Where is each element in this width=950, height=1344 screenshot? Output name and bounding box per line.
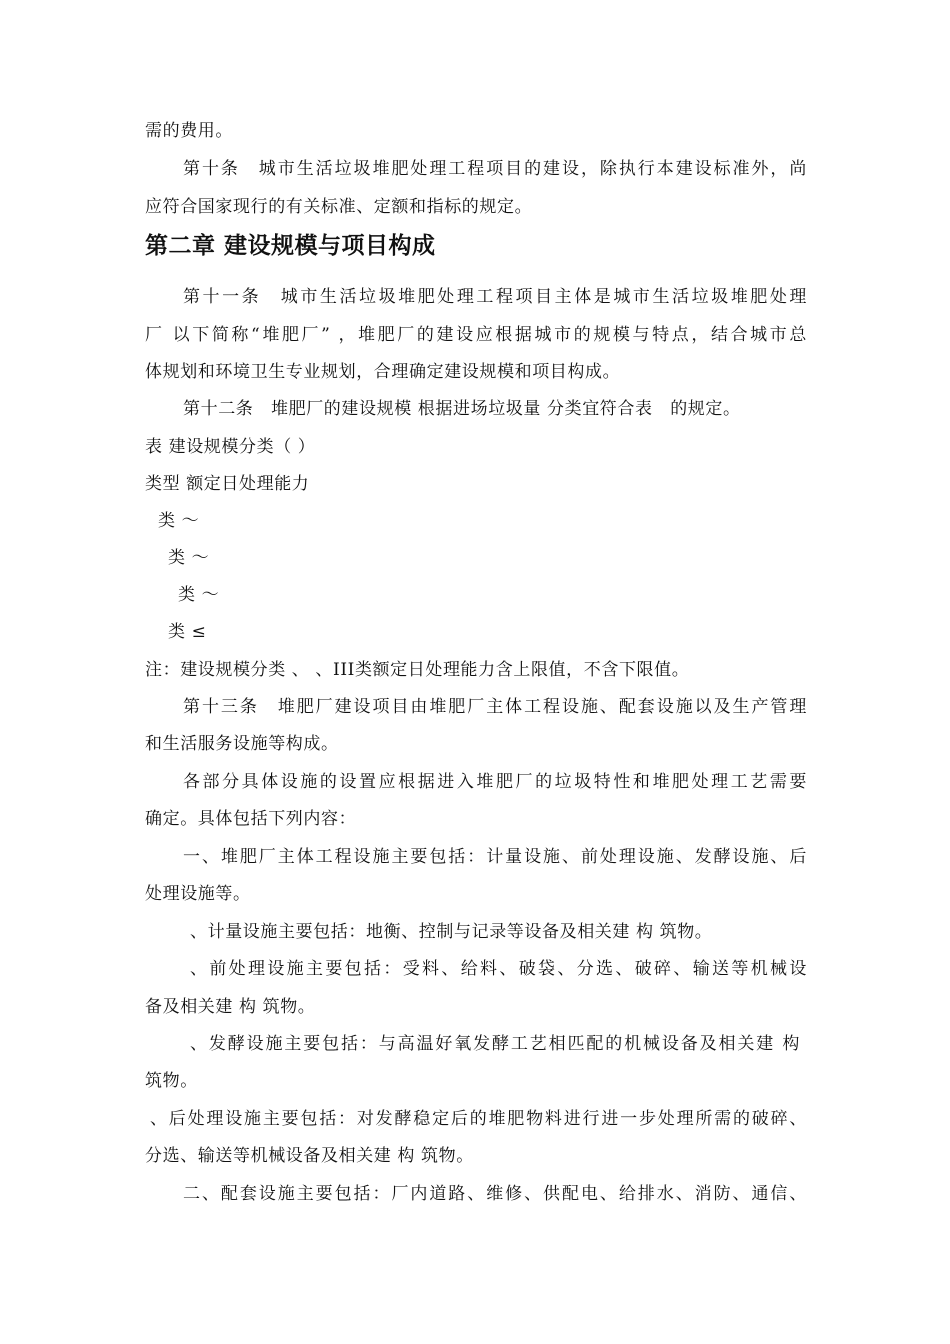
paragraph-line: 第十一条 城市生活垃圾堆肥处理工程项目主体是城市生活垃圾堆肥处理 bbox=[183, 287, 807, 307]
paragraph-line: 二、配套设施主要包括：厂内道路、维修、供配电、给排水、消防、通信、 bbox=[183, 1184, 807, 1204]
paragraph-line: 应符合国家现行的有关标准、定额和指标的规定。 bbox=[145, 197, 533, 217]
table-caption: 表 建设规模分类（ ） bbox=[145, 437, 316, 457]
paragraph-line: 第十三条 堆肥厂建设项目由堆肥厂主体工程设施、配套设施以及生产管理 bbox=[183, 697, 807, 717]
paragraph-line: 确定。具体包括下列内容： bbox=[145, 809, 357, 829]
paragraph-line: 备及相关建 构 筑物。 bbox=[145, 997, 316, 1017]
paragraph-line: 分选、输送等机械设备及相关建 构 筑物。 bbox=[145, 1146, 474, 1166]
table-row: 类 ～ bbox=[178, 585, 220, 605]
paragraph-line: 和生活服务设施等构成。 bbox=[145, 734, 339, 754]
paragraph-line: 第十条 城市生活垃圾堆肥处理工程项目的建设，除执行本建设标准外，尚 bbox=[183, 159, 807, 179]
paragraph-line: 处理设施等。 bbox=[145, 884, 251, 904]
table-row: 类 ～ bbox=[158, 511, 200, 531]
paragraph-line: 、后处理设施主要包括：对发酵稳定后的堆肥物料进行进一步处理所需的破碎、 bbox=[150, 1109, 807, 1129]
paragraph-line: 、发酵设施主要包括：与高温好氧发酵工艺相匹配的机械设备及相关建 构 bbox=[190, 1034, 800, 1054]
table-row: 类 ～ bbox=[168, 548, 210, 568]
paragraph-line: 体规划和环境卫生专业规划，合理确定建设规模和项目构成。 bbox=[145, 362, 621, 382]
paragraph-line: 需的费用。 bbox=[145, 121, 233, 141]
chapter-heading: 第二章 建设规模与项目构成 bbox=[145, 233, 436, 259]
table-note: 注：建设规模分类 、 、III类额定日处理能力含上限值，不含下限值。 bbox=[145, 660, 690, 680]
paragraph-line: 、前处理设施主要包括：受料、给料、破袋、分选、破碎、输送等机械设 bbox=[190, 959, 807, 979]
paragraph-line: 第十二条 堆肥厂的建设规模 根据进场垃圾量 分类宜符合表 的规定。 bbox=[183, 399, 741, 419]
table-row: 类 ≤ bbox=[168, 622, 207, 642]
paragraph-line: 各部分具体设施的设置应根据进入堆肥厂的垃圾特性和堆肥处理工艺需要 bbox=[183, 772, 807, 792]
paragraph-line: 、计量设施主要包括：地衡、控制与记录等设备及相关建 构 筑物。 bbox=[190, 922, 713, 942]
paragraph-line: 筑物。 bbox=[145, 1071, 198, 1091]
paragraph-line: 一、堆肥厂主体工程设施主要包括：计量设施、前处理设施、发酵设施、后 bbox=[183, 847, 807, 867]
paragraph-line: 厂 以下简称“堆肥厂” ，堆肥厂的建设应根据城市的规模与特点，结合城市总 bbox=[145, 325, 807, 345]
table-header: 类型 额定日处理能力 bbox=[145, 474, 310, 494]
